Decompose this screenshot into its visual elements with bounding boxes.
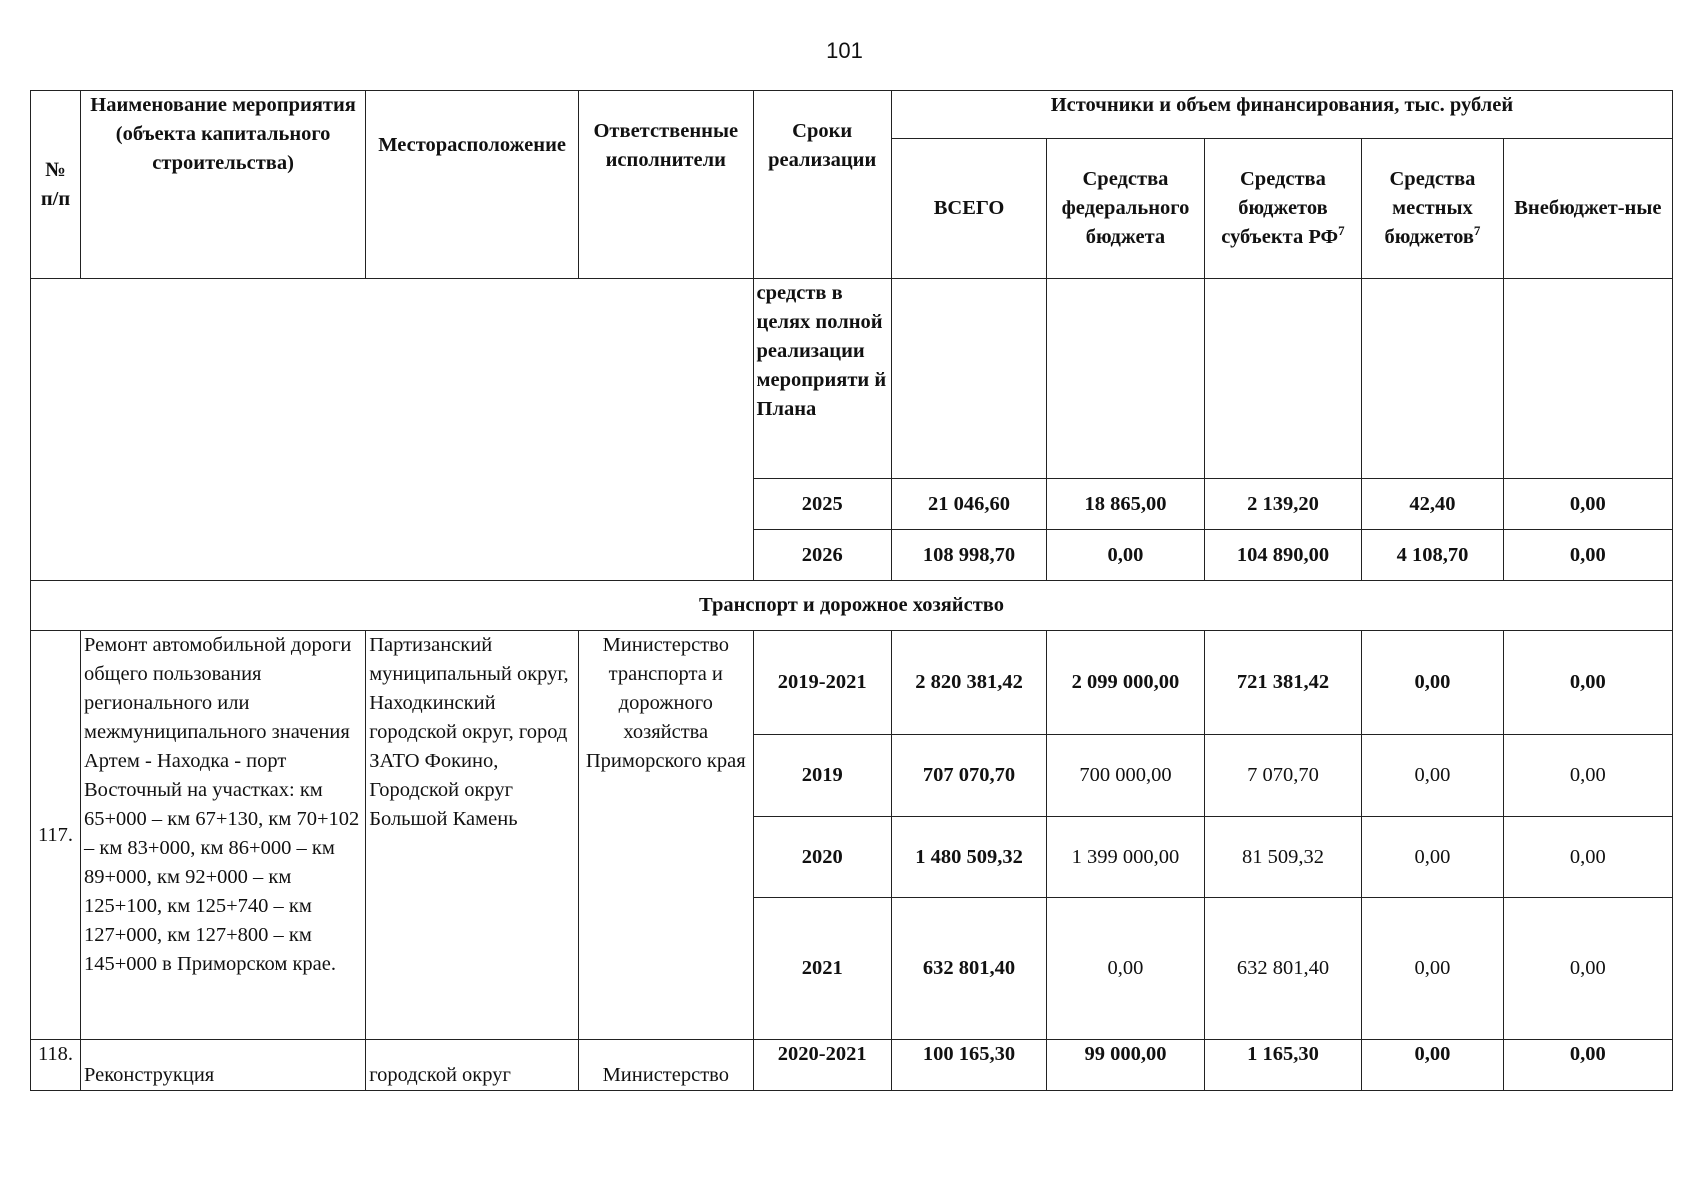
section-row (31, 581, 1673, 631)
federal-cell: 2 099 000,00 (1047, 631, 1204, 735)
section-title: Транспорт и дорожное хозяйство (31, 581, 1673, 631)
local-cell: 0,00 (1362, 735, 1504, 817)
extra-cell: 0,00 (1503, 898, 1672, 1040)
federal-cell: 0,00 (1047, 530, 1204, 581)
federal-cell: 1 399 000,00 (1047, 817, 1204, 898)
item-118-name: Реконструкция (81, 1040, 366, 1091)
total-cell: 2 820 381,42 (891, 631, 1046, 735)
year-cell: 2025 (753, 479, 891, 530)
regional-cell: 104 890,00 (1204, 530, 1361, 581)
header-terms: Сроки реализации (753, 91, 891, 279)
extra-cell: 0,00 (1503, 530, 1672, 581)
local-cell: 4 108,70 (1362, 530, 1504, 581)
year-cell: 2026 (753, 530, 891, 581)
continuation-terms-text: средств в целях полной реализации мероприяти й Плана (753, 279, 891, 479)
item-118-location: городской округ (366, 1040, 579, 1091)
item-118-executors: Министерство (579, 1040, 754, 1091)
total-cell: 632 801,40 (891, 898, 1046, 1040)
item-117-name: Ремонт автомобильной дороги общего пользования регионального или межмуниципального значения Артем - Находка - порт Восточный на участках: км 65+000 – км 67+130, км 70+102 – км 83+000, км 86+000 – км 89+000, км 92+000 – км 125+100, км 125+740 – км 127+000, км 127+800 – км 145+000 в Приморском крае. (81, 631, 366, 1040)
extra-cell: 0,00 (1503, 631, 1672, 735)
extra-cell: 0,00 (1503, 479, 1672, 530)
header-row-1 (31, 91, 1673, 139)
total-cell: 707 070,70 (891, 735, 1046, 817)
page-number: 101 (826, 38, 863, 63)
federal-cell: 99 000,00 (1047, 1040, 1204, 1091)
regional-cell: 632 801,40 (1204, 898, 1361, 1040)
local-cell: 0,00 (1362, 817, 1504, 898)
continuation-empty-total (891, 279, 1046, 479)
continuation-empty-extra (1503, 279, 1672, 479)
item-117-location: Партизанский муниципальный округ, Находкинский городской округ, город ЗАТО Фокино, Городской округ Большой Камень (366, 631, 579, 1040)
header-location: Месторасположение (366, 91, 579, 279)
year-cell: 2021 (753, 898, 891, 1040)
total-cell: 108 998,70 (891, 530, 1046, 581)
continuation-empty-local (1362, 279, 1504, 479)
local-cell: 42,40 (1362, 479, 1504, 530)
local-cell: 0,00 (1362, 631, 1504, 735)
header-extra: Внебюджет-ные (1503, 139, 1672, 279)
federal-cell: 0,00 (1047, 898, 1204, 1040)
total-cell: 100 165,30 (891, 1040, 1046, 1091)
item-117-executors: Министерство транспорта и дорожного хозяйства Приморского края (579, 631, 754, 1040)
regional-cell: 1 165,30 (1204, 1040, 1361, 1091)
header-local-label: Средства местных бюджетов (1384, 168, 1476, 248)
header-regional-footnote: 7 (1338, 223, 1345, 239)
header-local (1362, 139, 1504, 279)
federal-cell: 18 865,00 (1047, 479, 1204, 530)
continuation-blank (31, 279, 754, 581)
header-no: № п/п (31, 91, 81, 279)
year-cell: 2020-2021 (753, 1040, 891, 1091)
total-cell: 21 046,60 (891, 479, 1046, 530)
local-cell: 0,00 (1362, 898, 1504, 1040)
header-federal: Средства федерального бюджета (1047, 139, 1204, 279)
continuation-empty-federal (1047, 279, 1204, 479)
year-cell: 2020 (753, 817, 891, 898)
extra-cell: 0,00 (1503, 817, 1672, 898)
continuation-row-text (31, 279, 1673, 479)
header-local-footnote: 7 (1473, 223, 1481, 239)
item-117-number: 117. (31, 631, 81, 1040)
year-cell: 2019-2021 (753, 631, 891, 735)
regional-cell: 721 381,42 (1204, 631, 1361, 735)
total-cell: 1 480 509,32 (891, 817, 1046, 898)
regional-cell: 81 509,32 (1204, 817, 1361, 898)
header-sources: Источники и объем финансирования, тыс. рублей (891, 91, 1672, 139)
header-name: Наименование мероприятия (объекта капитального строительства) (81, 91, 366, 279)
regional-cell: 2 139,20 (1204, 479, 1361, 530)
header-executors: Ответственные исполнители (579, 91, 754, 279)
header-total: ВСЕГО (891, 139, 1046, 279)
header-regional (1204, 139, 1361, 279)
federal-cell: 700 000,00 (1047, 735, 1204, 817)
header-regional-label: Средства бюджетов субъекта РФ (1221, 168, 1339, 248)
regional-cell: 7 070,70 (1204, 735, 1361, 817)
extra-cell: 0,00 (1503, 1040, 1672, 1091)
continuation-empty-regional (1204, 279, 1361, 479)
year-cell: 2019 (753, 735, 891, 817)
item-118-number: 118. (31, 1040, 81, 1091)
table-row (31, 1040, 1673, 1091)
table-row (31, 631, 1673, 735)
financing-table (30, 90, 1673, 1091)
local-cell: 0,00 (1362, 1040, 1504, 1091)
extra-cell: 0,00 (1503, 735, 1672, 817)
